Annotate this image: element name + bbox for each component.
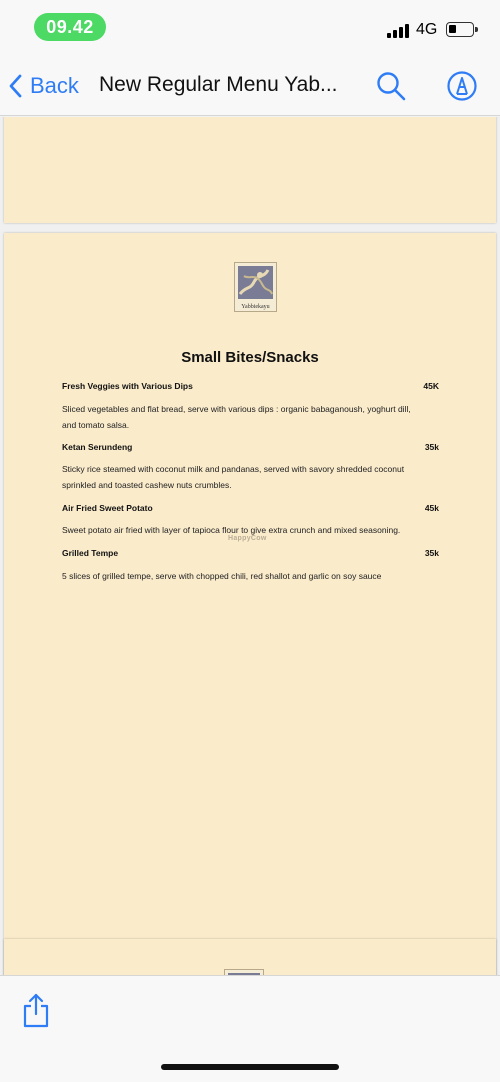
back-label: Back — [30, 73, 79, 98]
item-price: 45k — [424, 503, 439, 513]
share-icon[interactable] — [22, 992, 50, 1028]
status-time[interactable]: 09.42 — [34, 13, 106, 41]
menu-item — [62, 381, 439, 391]
item-description: Sliced vegetables and flat bread, serve with various dips : organic babaganoush, yoghurt dill, and tomato salsa. — [62, 404, 411, 430]
logo-label: Yabbiekayu — [241, 304, 270, 310]
document-title: New Regular Menu Yab... — [99, 73, 338, 96]
item-name: Ketan Serundeng — [62, 442, 133, 452]
home-indicator[interactable] — [161, 1064, 339, 1070]
section-heading: Small Bites/Snacks — [181, 349, 319, 366]
back-button[interactable] — [8, 70, 79, 102]
item-description: Sticky rice steamed with coconut milk and pandanas, served with savory shredded coconut sprinkled and toasted cashew nuts crumbles. — [62, 464, 405, 490]
network-type: 4G — [416, 21, 438, 38]
menu-item — [62, 548, 439, 558]
item-price: 45K — [423, 381, 439, 391]
document-viewer[interactable] — [0, 117, 500, 975]
yabbiekayu-logo — [234, 262, 277, 312]
chevron-left-icon — [8, 74, 22, 98]
search-icon[interactable] — [375, 70, 407, 102]
watermark: HappyCow — [228, 535, 267, 542]
menu-item — [62, 503, 439, 513]
item-price: 35k — [424, 442, 439, 452]
status-bar — [0, 0, 500, 56]
bottom-toolbar — [0, 975, 500, 1082]
item-description: 5 slices of grilled tempe, serve with chopped chili, red shallot and garlic on soy sauce — [62, 571, 382, 581]
markup-pen-icon[interactable] — [446, 70, 478, 102]
next-page[interactable] — [4, 939, 496, 975]
item-name: Air Fried Sweet Potato — [62, 503, 153, 513]
item-name: Fresh Veggies with Various Dips — [62, 381, 193, 391]
item-name: Grilled Tempe — [62, 548, 119, 558]
cellular-signal-icon — [387, 24, 411, 38]
navigation-bar — [0, 56, 500, 116]
battery-icon — [446, 22, 474, 37]
menu-item — [62, 442, 439, 452]
item-description: Sweet potato air fried with layer of tapioca flour to give extra crunch and mixed seasoning. — [62, 525, 401, 535]
item-price: 35k — [424, 548, 439, 558]
previous-page[interactable] — [4, 117, 496, 223]
menu-page[interactable] — [4, 233, 496, 975]
